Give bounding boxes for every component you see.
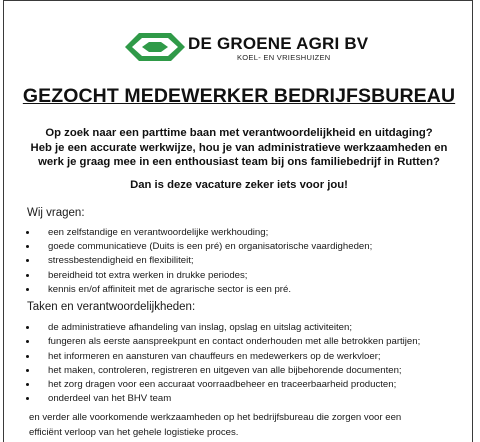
closing-text <box>29 411 401 440</box>
intro-line: Heb je een accurate werkwijze, hou je van administratieve werkzaamheden en <box>30 141 448 154</box>
list-item: de administratieve afhandeling van inslag, opslag en uitslag activiteiten; <box>25 321 420 335</box>
list-item: fungeren als eerste aanspreekpunt en contact onderhouden met alle betrokken partijen; <box>25 335 420 349</box>
list-item: stressbestendigheid en flexibiliteit; <box>25 254 372 268</box>
requirements-heading: Wij vragen: <box>27 207 85 219</box>
bullet-icon <box>26 274 29 277</box>
list-item: bereidheid tot extra werken in drukke periodes; <box>25 269 372 283</box>
bullet-icon <box>26 288 29 291</box>
closing-line: efficiënt verloop van het gehele logistieke proces. <box>29 426 239 438</box>
bullet-icon <box>26 355 29 358</box>
intro-text <box>4 126 474 170</box>
intro-line: Op zoek naar een parttime baan met verantwoordelijkheid en uitdaging? <box>45 127 433 139</box>
company-logo <box>125 30 375 64</box>
company-name: DE GROENE AGRI BV <box>188 34 369 53</box>
tasks-heading: Taken en verantwoordelijkheden: <box>27 301 196 313</box>
closing-line: en verder alle voorkomende werkzaamheden op het bedrijfsbureau die zorgen voor een <box>29 412 402 423</box>
list-item: het informeren en aansturen van chauffeurs en medewerkers op de werkvloer; <box>25 350 420 364</box>
list-item: een zelfstandige en verantwoordelijke werkhouding; <box>25 226 372 240</box>
company-tagline: KOEL- EN VRIESHUIZEN <box>237 53 331 62</box>
list-item: kennis en/of affiniteit met de agrarische sector is een pré. <box>25 283 372 297</box>
intro-line: werk je graag mee in een enthousiast team bij ons familiebedrijf in Rutten? <box>38 156 440 168</box>
green-hexagon-logo-icon <box>125 30 185 64</box>
list-item: het maken, controleren, registreren en uitgeven van alle bijbehorende documenten; <box>25 364 420 378</box>
list-item: goede communicatieve (Duits is een pré) en organisatorische vaardigheden; <box>25 240 372 254</box>
tasks-list <box>25 321 420 407</box>
call-to-action: Dan is deze vacature zeker iets voor jou! <box>130 179 348 191</box>
vacancy-page <box>3 0 473 442</box>
page-title: GEZOCHT MEDEWERKER BEDRIJFSBUREAU <box>22 85 456 107</box>
bullet-icon <box>26 326 29 329</box>
bullet-icon <box>26 383 29 386</box>
bullet-icon <box>26 340 29 343</box>
bullet-icon <box>26 369 29 372</box>
requirements-list <box>25 226 372 297</box>
bullet-icon <box>26 397 29 400</box>
bullet-icon <box>26 259 29 262</box>
list-item: onderdeel van het BHV team <box>25 392 420 406</box>
bullet-icon <box>26 245 29 248</box>
bullet-icon <box>26 231 29 234</box>
list-item: het zorg dragen voor een accuraat voorraadbeheer en traceerbaarheid producten; <box>25 378 420 392</box>
